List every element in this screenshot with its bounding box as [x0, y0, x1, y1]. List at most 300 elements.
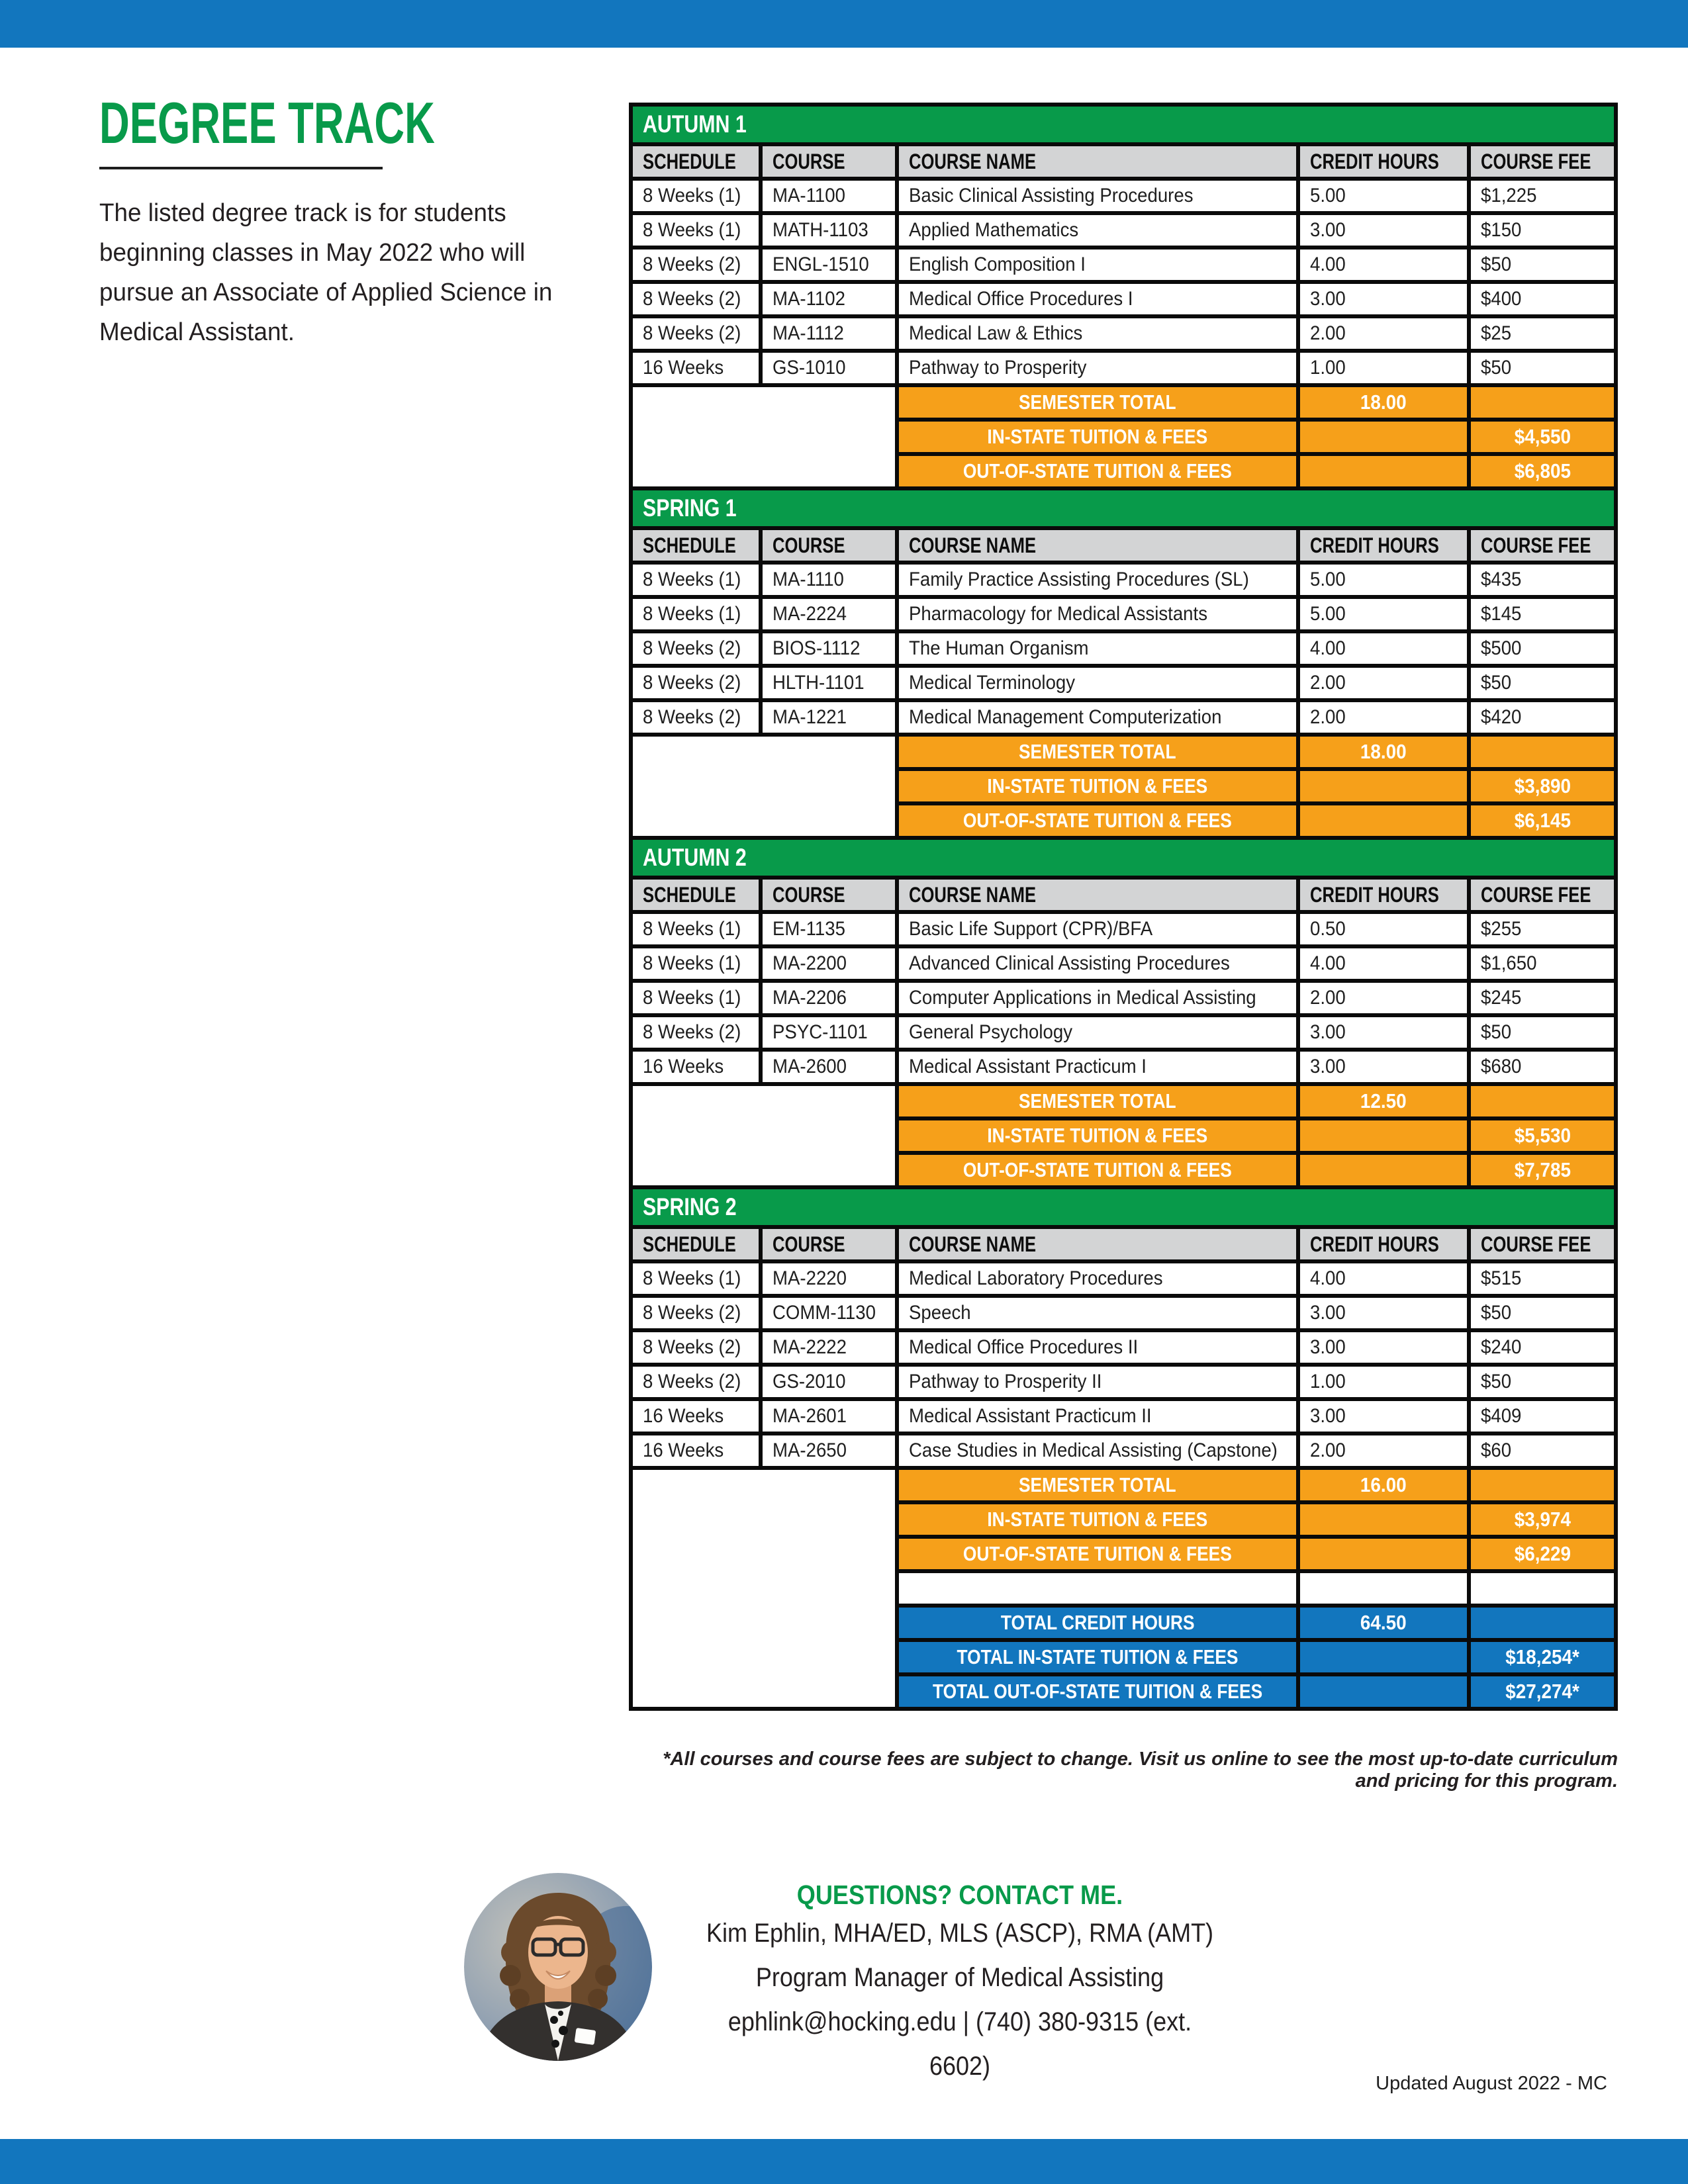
course-name: Medical Assistant Practicum I	[909, 1056, 1147, 1077]
course-cell-name	[899, 668, 1296, 698]
course-course: MA-1112	[773, 322, 844, 344]
total-label-cell	[899, 1155, 1296, 1185]
course-fee: $50	[1481, 1371, 1512, 1392]
totals-rows	[899, 387, 1614, 486]
course-cell-credits	[1300, 353, 1467, 383]
course-cell-schedule	[633, 353, 759, 383]
contact-phone-ext: 6602)	[929, 2052, 991, 2081]
course-cell-fee	[1471, 1332, 1614, 1363]
course-cell-name	[899, 633, 1296, 664]
total-fee-cell	[1471, 1676, 1614, 1707]
total-label-cell	[899, 1642, 1296, 1672]
total-fee-cell	[1471, 737, 1614, 767]
section-title: AUTUMN 1	[643, 111, 747, 138]
course-cell-course	[763, 284, 895, 314]
bottom-blue-bar	[0, 2139, 1688, 2184]
course-course: MA-1100	[773, 185, 845, 206]
total-credit-cell	[1300, 737, 1467, 767]
course-credits: 4.00	[1310, 952, 1346, 974]
course-cell-fee	[1471, 1435, 1614, 1466]
contact-name: Kim Ephlin, MHA/ED, MLS (ASCP), RMA (AMT)	[706, 1919, 1214, 1948]
course-schedule: 8 Weeks (2)	[643, 1302, 741, 1324]
course-credits: 3.00	[1310, 1302, 1346, 1324]
column-header-label: SCHEDULE	[643, 533, 736, 557]
column-header-course	[763, 880, 895, 910]
course-fee: $145	[1481, 603, 1522, 625]
course-cell-course	[763, 250, 895, 280]
course-name: Medical Office Procedures II	[909, 1336, 1139, 1358]
column-header-label: CREDIT HOURS	[1310, 882, 1439, 907]
column-header-label: COURSE FEE	[1481, 149, 1591, 173]
course-credits: 5.00	[1310, 603, 1346, 625]
column-header-fee	[1471, 880, 1614, 910]
course-cell-course	[763, 633, 895, 664]
course-course: MA-2200	[773, 952, 847, 974]
course-credits: 2.00	[1310, 672, 1346, 694]
course-cell-credits	[1300, 1263, 1467, 1294]
total-fee-value: $3,974	[1514, 1508, 1571, 1531]
course-cell-schedule	[633, 284, 759, 314]
course-credits: 2.00	[1310, 706, 1346, 728]
course-cell-credits	[1300, 1052, 1467, 1082]
course-course: MA-2601	[773, 1405, 847, 1427]
course-cell-course	[763, 1435, 895, 1466]
course-cell-name	[899, 215, 1296, 246]
course-row	[633, 1017, 1614, 1048]
grand-in-state-row	[899, 1642, 1614, 1672]
section-title-row	[633, 107, 1614, 142]
course-name: Applied Mathematics	[909, 219, 1079, 241]
course-fee: $435	[1481, 569, 1522, 590]
totals-left-spacer	[633, 1470, 895, 1707]
course-credits: 3.00	[1310, 1056, 1346, 1077]
course-cell-fee	[1471, 215, 1614, 246]
course-cell-name	[899, 914, 1296, 944]
course-schedule: 8 Weeks (2)	[643, 706, 741, 728]
column-header-label: COURSE	[773, 149, 845, 173]
total-fee-value: $6,145	[1514, 809, 1571, 832]
total-label-cell	[899, 771, 1296, 801]
total-fee-cell	[1471, 1504, 1614, 1535]
course-name: Family Practice Assisting Procedures (SL)	[909, 569, 1249, 590]
course-fee: $50	[1481, 253, 1512, 275]
course-row	[633, 353, 1614, 383]
intro-paragraph: The listed degree track is for students beginning classes in May 2022 who will pursue an Associate of Applied Science in Medical Assistant.	[99, 199, 553, 346]
course-cell-credits	[1300, 914, 1467, 944]
course-row	[633, 1263, 1614, 1294]
course-fee: $50	[1481, 672, 1512, 694]
out-of-state-row	[899, 1539, 1614, 1569]
course-cell-course	[763, 1017, 895, 1048]
total-fee-cell	[1471, 456, 1614, 486]
section-title-cell	[633, 840, 1614, 876]
column-header-label: CREDIT HOURS	[1310, 533, 1439, 557]
course-name: Pathway to Prosperity II	[909, 1371, 1102, 1392]
course-course: EM-1135	[773, 918, 845, 940]
course-fee: $500	[1481, 637, 1522, 659]
course-cell-fee	[1471, 1052, 1614, 1082]
course-cell-course	[763, 1263, 895, 1294]
course-cell-course	[763, 599, 895, 629]
course-cell-fee	[1471, 599, 1614, 629]
course-name: Medical Laboratory Procedures	[909, 1267, 1163, 1289]
course-cell-credits	[1300, 1298, 1467, 1328]
course-cell-name	[899, 1052, 1296, 1082]
course-name: Case Studies in Medical Assisting (Capstone)	[909, 1439, 1278, 1461]
course-cell-fee	[1471, 565, 1614, 595]
course-cell-course	[763, 1052, 895, 1082]
course-cell-credits	[1300, 215, 1467, 246]
total-credit-cell	[1300, 1573, 1467, 1604]
section-title-cell	[633, 490, 1614, 526]
course-name: Advanced Clinical Assisting Procedures	[909, 952, 1230, 974]
course-schedule: 8 Weeks (2)	[643, 1021, 741, 1043]
total-label: SEMESTER TOTAL	[1019, 740, 1176, 763]
total-credit-cell	[1300, 1120, 1467, 1151]
total-label-cell	[899, 1504, 1296, 1535]
course-cell-schedule	[633, 599, 759, 629]
course-course: COMM-1130	[773, 1302, 876, 1324]
course-cell-credits	[1300, 1401, 1467, 1432]
course-name: The Human Organism	[909, 637, 1089, 659]
course-cell-fee	[1471, 702, 1614, 733]
course-fee: $400	[1481, 288, 1522, 310]
total-label: IN-STATE TUITION & FEES	[987, 1124, 1208, 1147]
course-credits: 3.00	[1310, 219, 1346, 241]
course-cell-name	[899, 250, 1296, 280]
column-header-row	[633, 1229, 1614, 1259]
total-fee-cell	[1471, 1642, 1614, 1672]
course-credits: 4.00	[1310, 1267, 1346, 1289]
in-state-row	[899, 771, 1614, 801]
course-fee: $50	[1481, 1302, 1512, 1324]
course-credits: 2.00	[1310, 1439, 1346, 1461]
total-credit-value: 18.00	[1360, 740, 1407, 763]
course-row	[633, 702, 1614, 733]
course-fee: $60	[1481, 1439, 1512, 1461]
course-cell-credits	[1300, 284, 1467, 314]
course-cell-fee	[1471, 1401, 1614, 1432]
column-header-row	[633, 146, 1614, 177]
column-header-credits	[1300, 530, 1467, 561]
totals-rows	[899, 737, 1614, 836]
column-header-label: COURSE NAME	[909, 1232, 1037, 1256]
in-state-row	[899, 422, 1614, 452]
course-cell-schedule	[633, 914, 759, 944]
course-cell-schedule	[633, 1367, 759, 1397]
total-fee-cell	[1471, 805, 1614, 836]
disclaimer-note: *All courses and course fees are subject to change. Visit us online to see the most up-to-date curriculum and pricing for this program.	[663, 1749, 1618, 1792]
course-schedule: 8 Weeks (1)	[643, 1267, 741, 1289]
course-schedule: 8 Weeks (1)	[643, 185, 741, 206]
course-row	[633, 668, 1614, 698]
course-course: MA-1110	[773, 569, 844, 590]
spacer-row	[899, 1573, 1614, 1604]
course-credits: 0.50	[1310, 918, 1346, 940]
total-fee-cell	[1471, 1470, 1614, 1500]
total-label: OUT-OF-STATE TUITION & FEES	[963, 1542, 1232, 1565]
total-fee-value: $6,229	[1514, 1542, 1571, 1565]
column-header-label: CREDIT HOURS	[1310, 1232, 1439, 1256]
course-course: MATH-1103	[773, 219, 868, 241]
course-cell-credits	[1300, 702, 1467, 733]
contact-email-phone: ephlink@hocking.edu | (740) 380-9315 (ext.	[727, 2007, 1192, 2036]
course-cell-schedule	[633, 1298, 759, 1328]
top-blue-bar	[0, 0, 1688, 48]
total-fee-value: $18,254*	[1505, 1645, 1579, 1668]
total-fee-cell	[1471, 1608, 1614, 1638]
total-label-cell	[899, 1573, 1296, 1604]
course-name: Basic Clinical Assisting Procedures	[909, 185, 1194, 206]
course-cell-credits	[1300, 1332, 1467, 1363]
course-cell-name	[899, 599, 1296, 629]
column-header-name	[899, 530, 1296, 561]
course-cell-course	[763, 1401, 895, 1432]
course-cell-fee	[1471, 914, 1614, 944]
total-fee-value: $5,530	[1514, 1124, 1571, 1147]
course-cell-fee	[1471, 250, 1614, 280]
total-credit-cell	[1300, 387, 1467, 418]
total-fee-cell	[1471, 1086, 1614, 1116]
column-header-label: COURSE NAME	[909, 882, 1037, 907]
course-cell-course	[763, 914, 895, 944]
course-fee: $50	[1481, 357, 1512, 379]
course-fee: $50	[1481, 1021, 1512, 1043]
course-cell-course	[763, 181, 895, 211]
course-row	[633, 1401, 1614, 1432]
totals-block	[633, 387, 1614, 486]
total-label: IN-STATE TUITION & FEES	[987, 774, 1208, 797]
total-label: SEMESTER TOTAL	[1019, 390, 1176, 414]
updated-note: Updated August 2022 - MC	[1376, 2073, 1607, 2094]
course-cell-fee	[1471, 284, 1614, 314]
course-row	[633, 914, 1614, 944]
column-header-name	[899, 880, 1296, 910]
total-label: SEMESTER TOTAL	[1019, 1089, 1176, 1113]
total-credit-cell	[1300, 422, 1467, 452]
course-credits: 3.00	[1310, 1021, 1346, 1043]
course-schedule: 8 Weeks (2)	[643, 1336, 741, 1358]
total-credit-cell	[1300, 1155, 1467, 1185]
course-fee: $1,650	[1481, 952, 1537, 974]
total-credit-cell	[1300, 805, 1467, 836]
total-label-cell	[899, 737, 1296, 767]
section-title: SPRING 2	[643, 1193, 737, 1220]
course-cell-course	[763, 668, 895, 698]
course-course: GS-1010	[773, 357, 846, 379]
course-name: Computer Applications in Medical Assisting	[909, 987, 1256, 1009]
total-credit-value: 16.00	[1360, 1473, 1407, 1496]
contact-photo	[464, 1873, 652, 2061]
course-credits: 3.00	[1310, 1336, 1346, 1358]
course-cell-schedule	[633, 215, 759, 246]
column-header-label: COURSE	[773, 882, 845, 907]
column-header-fee	[1471, 1229, 1614, 1259]
course-name: General Psychology	[909, 1021, 1073, 1043]
totals-block	[633, 737, 1614, 836]
total-credit-cell	[1300, 1676, 1467, 1707]
column-header-label: COURSE FEE	[1481, 533, 1591, 557]
course-course: ENGL-1510	[773, 253, 869, 275]
course-cell-name	[899, 318, 1296, 349]
total-credit-cell	[1300, 771, 1467, 801]
out-of-state-row	[899, 456, 1614, 486]
course-cell-fee	[1471, 633, 1614, 664]
course-cell-course	[763, 702, 895, 733]
section-title-row	[633, 1189, 1614, 1225]
total-label: TOTAL CREDIT HOURS	[1000, 1611, 1195, 1634]
section-title-row	[633, 840, 1614, 876]
course-schedule: 16 Weeks	[643, 357, 724, 379]
course-cell-schedule	[633, 1435, 759, 1466]
totals-left-spacer	[633, 1086, 895, 1185]
column-header-label: CREDIT HOURS	[1310, 149, 1439, 173]
total-credit-cell	[1300, 1539, 1467, 1569]
course-row	[633, 1298, 1614, 1328]
total-fee-value: $3,890	[1514, 774, 1571, 797]
course-credits: 1.00	[1310, 357, 1346, 379]
course-row	[633, 250, 1614, 280]
total-credit-cell	[1300, 1470, 1467, 1500]
course-cell-name	[899, 284, 1296, 314]
section-title: SPRING 1	[643, 494, 737, 522]
total-fee-cell	[1471, 1539, 1614, 1569]
column-header-schedule	[633, 1229, 759, 1259]
course-schedule: 8 Weeks (2)	[643, 672, 741, 694]
course-cell-name	[899, 353, 1296, 383]
column-header-course	[763, 1229, 895, 1259]
semester-total-row	[899, 1470, 1614, 1500]
total-label-cell	[899, 1086, 1296, 1116]
total-label-cell	[899, 1676, 1296, 1707]
course-course: HLTH-1101	[773, 672, 865, 694]
course-course: MA-2650	[773, 1439, 847, 1461]
total-label: OUT-OF-STATE TUITION & FEES	[963, 459, 1232, 482]
column-header-credits	[1300, 1229, 1467, 1259]
title-underline	[99, 167, 383, 169]
total-label: OUT-OF-STATE TUITION & FEES	[963, 1158, 1232, 1181]
course-course: MA-1221	[773, 706, 847, 728]
course-cell-credits	[1300, 633, 1467, 664]
course-cell-fee	[1471, 353, 1614, 383]
total-label-cell	[899, 387, 1296, 418]
course-schedule: 8 Weeks (2)	[643, 253, 741, 275]
course-cell-course	[763, 983, 895, 1013]
course-cell-fee	[1471, 318, 1614, 349]
total-fee-cell	[1471, 387, 1614, 418]
course-schedule: 8 Weeks (1)	[643, 603, 741, 625]
course-cell-credits	[1300, 1017, 1467, 1048]
course-cell-course	[763, 1332, 895, 1363]
in-state-row	[899, 1120, 1614, 1151]
course-cell-schedule	[633, 1332, 759, 1363]
section-title-row	[633, 490, 1614, 526]
grand-out-of-state-row	[899, 1676, 1614, 1707]
course-fee: $680	[1481, 1056, 1522, 1077]
contact-role: Program Manager of Medical Assisting	[755, 1963, 1164, 1992]
course-cell-course	[763, 215, 895, 246]
course-schedule: 16 Weeks	[643, 1439, 724, 1461]
column-header-course	[763, 530, 895, 561]
course-row	[633, 948, 1614, 979]
column-header-credits	[1300, 880, 1467, 910]
column-header-label: SCHEDULE	[643, 882, 736, 907]
total-label-cell	[899, 1539, 1296, 1569]
totals-block	[633, 1470, 1614, 1707]
course-cell-name	[899, 1435, 1296, 1466]
course-cell-schedule	[633, 1263, 759, 1294]
course-name: Pathway to Prosperity	[909, 357, 1087, 379]
grand-credit-row	[899, 1608, 1614, 1638]
course-cell-course	[763, 318, 895, 349]
totals-block	[633, 1086, 1614, 1185]
course-cell-credits	[1300, 599, 1467, 629]
section-title-cell	[633, 107, 1614, 142]
course-fee: $255	[1481, 918, 1522, 940]
course-fee: $240	[1481, 1336, 1522, 1358]
course-course: MA-2600	[773, 1056, 847, 1077]
totals-rows	[899, 1470, 1614, 1707]
course-row	[633, 1052, 1614, 1082]
column-header-fee	[1471, 146, 1614, 177]
course-fee: $420	[1481, 706, 1522, 728]
column-header-label: COURSE NAME	[909, 533, 1037, 557]
course-cell-fee	[1471, 948, 1614, 979]
course-cell-credits	[1300, 1435, 1467, 1466]
course-name: Medical Assistant Practicum II	[909, 1405, 1152, 1427]
course-name: Pharmacology for Medical Assistants	[909, 603, 1208, 625]
course-schedule: 8 Weeks (1)	[643, 952, 741, 974]
course-cell-schedule	[633, 948, 759, 979]
total-fee-cell	[1471, 422, 1614, 452]
course-cell-name	[899, 1017, 1296, 1048]
course-cell-name	[899, 565, 1296, 595]
course-credits: 5.00	[1310, 185, 1346, 206]
column-header-schedule	[633, 880, 759, 910]
course-cell-course	[763, 948, 895, 979]
course-cell-fee	[1471, 1298, 1614, 1328]
total-credit-value: 12.50	[1360, 1089, 1407, 1113]
course-cell-name	[899, 1332, 1296, 1363]
course-fee: $409	[1481, 1405, 1522, 1427]
course-cell-name	[899, 702, 1296, 733]
total-label-cell	[899, 1608, 1296, 1638]
course-cell-fee	[1471, 181, 1614, 211]
semester-total-row	[899, 387, 1614, 418]
course-cell-schedule	[633, 1401, 759, 1432]
course-cell-schedule	[633, 702, 759, 733]
total-label-cell	[899, 1470, 1296, 1500]
course-schedule: 8 Weeks (1)	[643, 569, 741, 590]
totals-rows	[899, 1086, 1614, 1185]
course-credits: 4.00	[1310, 637, 1346, 659]
section-title: AUTUMN 2	[643, 844, 747, 871]
course-cell-fee	[1471, 983, 1614, 1013]
total-fee-cell	[1471, 1573, 1614, 1604]
course-schedule: 8 Weeks (2)	[643, 637, 741, 659]
total-label-cell	[899, 422, 1296, 452]
page-title: DEGREE TRACK	[99, 90, 435, 156]
course-name: Speech	[909, 1302, 971, 1324]
course-cell-course	[763, 565, 895, 595]
total-fee-cell	[1471, 1120, 1614, 1151]
total-fee-value: $27,274*	[1505, 1680, 1579, 1703]
course-course: BIOS-1112	[773, 637, 861, 659]
total-credit-value: 18.00	[1360, 390, 1407, 414]
course-schedule: 16 Weeks	[643, 1056, 724, 1077]
total-credit-value: 64.50	[1360, 1611, 1407, 1634]
course-course: MA-2222	[773, 1336, 847, 1358]
